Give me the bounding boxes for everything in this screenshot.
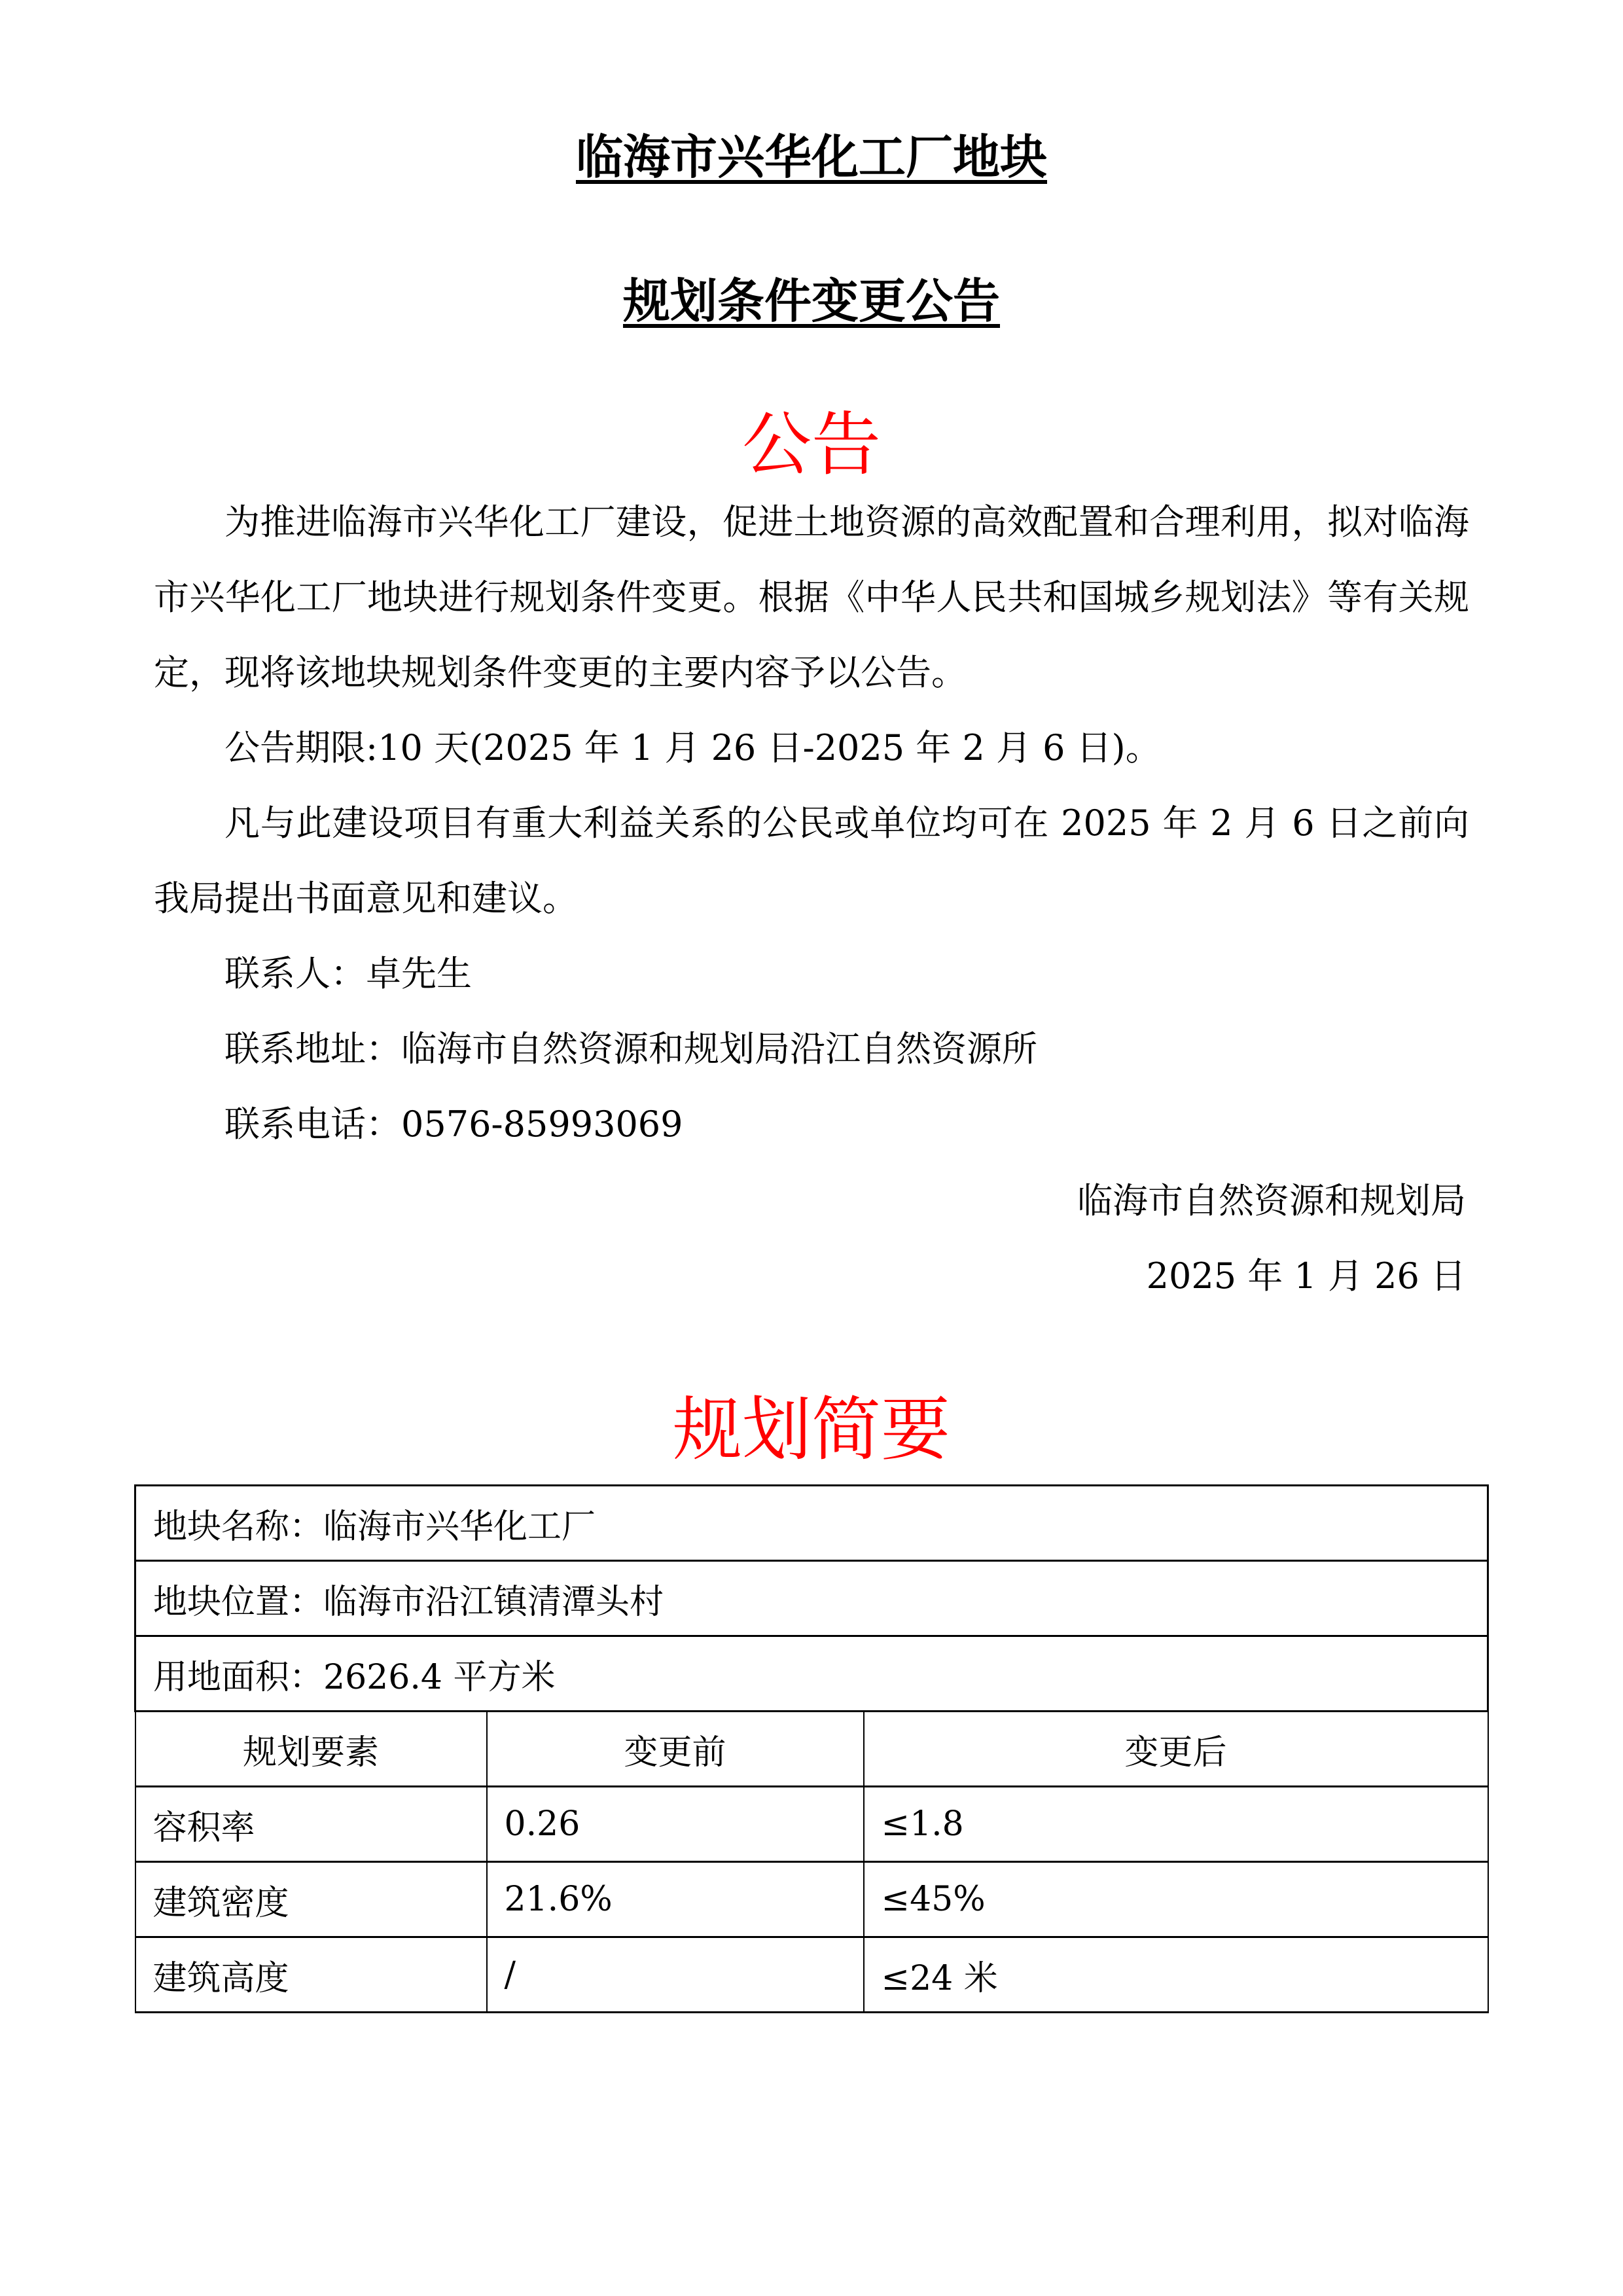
document-title-line2: [0, 272, 1623, 331]
table-row: [135, 1862, 1488, 1937]
before-cell: 21.6%: [487, 1862, 864, 1937]
contact-person: 联系人：卓先生: [224, 953, 472, 994]
table-row-land-area: [135, 1636, 1488, 1712]
header-after-change: 变更后: [864, 1712, 1488, 1787]
plot-name-cell: 地块名称：临海市兴华化工厂: [135, 1486, 1488, 1561]
table-row-plot-name: [135, 1486, 1488, 1561]
header-before-change: 变更前: [487, 1712, 864, 1787]
signature-organization: 临海市自然资源和规划局: [1077, 1180, 1466, 1221]
planning-summary-table: [134, 1484, 1489, 2013]
feedback-paragraph: 凡与此建设项目有重大利益关系的公民或单位均可在 2025 年 2 月 6 日之前向我局提出书面意见和建议。: [154, 802, 1469, 919]
element-cell: 建筑密度: [135, 1862, 487, 1937]
table-row-plot-location: [135, 1561, 1488, 1636]
land-area-cell: 用地面积：2626.4 平方米: [135, 1636, 1488, 1712]
header-planning-element: 规划要素: [135, 1712, 487, 1787]
title-text: 临海市兴华化工厂地块: [575, 130, 1047, 185]
table-header-row: [135, 1712, 1488, 1787]
after-cell: ≤45%: [864, 1862, 1488, 1937]
notice-period: 公告期限:10 天(2025 年 1 月 26 日-2025 年 2 月 6 日)。: [224, 727, 1161, 768]
contact-phone: 联系电话：0576-85993069: [224, 1103, 683, 1145]
element-cell: 建筑高度: [135, 1937, 487, 2013]
after-cell: ≤1.8: [864, 1787, 1488, 1862]
notice-heading: 公告: [742, 404, 881, 485]
before-cell: /: [487, 1937, 864, 2013]
before-cell: 0.26: [487, 1787, 864, 1862]
table-row: [135, 1787, 1488, 1862]
document-title-line1: [0, 128, 1623, 187]
signature-date: 2025 年 1 月 26 日: [1146, 1255, 1466, 1297]
title-text: 规划条件变更公告: [622, 274, 1000, 329]
intro-paragraph: 为推进临海市兴华化工厂建设，促进土地资源的高效配置和合理利用，拟对临海市兴华化工厂地块进行规划条件变更。根据《中华人民共和国城乡规划法》等有关规定，现将该地块规划条件变更的主要内容予以公告。: [154, 501, 1469, 693]
element-cell: 容积率: [135, 1787, 487, 1862]
after-cell: ≤24 米: [864, 1937, 1488, 2013]
table-row: [135, 1937, 1488, 2013]
plot-location-cell: 地块位置：临海市沿江镇清潭头村: [135, 1561, 1488, 1636]
contact-address: 联系地址：临海市自然资源和规划局沿江自然资源所: [224, 1028, 1037, 1069]
summary-heading: 规划简要: [673, 1390, 950, 1470]
